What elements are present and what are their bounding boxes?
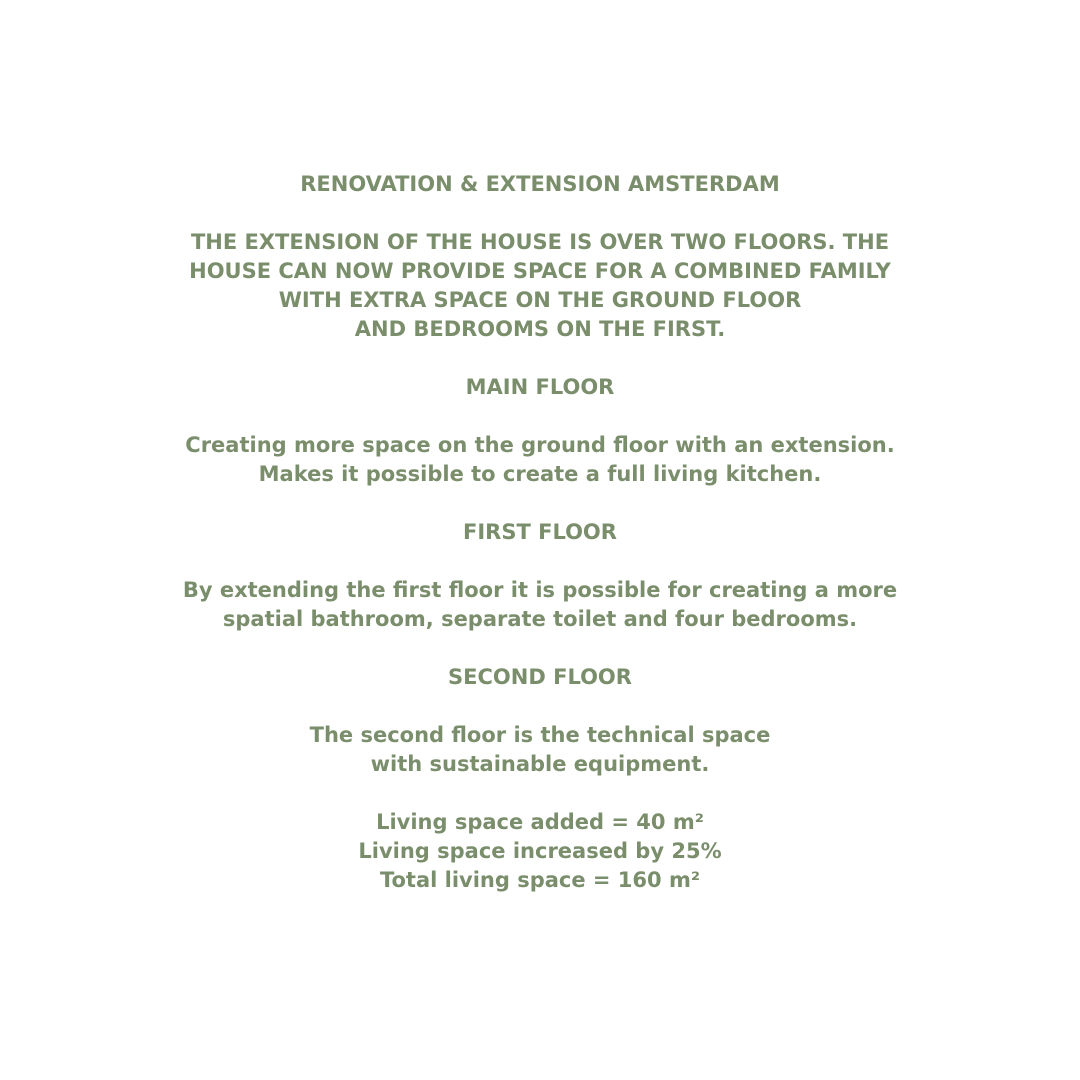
stat-line: Living space increased by 25% — [358, 839, 722, 863]
stat-line: Living space added = 40 m² — [376, 810, 704, 834]
intro-line: THE EXTENSION OF THE HOUSE IS OVER TWO FLOORS. THE — [190, 230, 890, 254]
section-line: The second floor is the technical space — [309, 723, 771, 747]
section-heading: FIRST FLOOR — [463, 520, 617, 544]
section-heading: SECOND FLOOR — [448, 665, 632, 689]
page-title: RENOVATION & EXTENSION AMSTERDAM — [300, 172, 780, 196]
section-body-first-floor — [0, 576, 1080, 634]
section-heading-first-floor — [0, 518, 1080, 547]
section-line: Makes it possible to create a full living kitchen. — [258, 462, 822, 486]
title-block — [0, 170, 1080, 199]
project-description — [0, 170, 1080, 924]
intro-line: HOUSE CAN NOW PROVIDE SPACE FOR A COMBINED FAMILY — [189, 259, 891, 283]
intro-paragraph — [0, 228, 1080, 344]
section-heading-second-floor — [0, 663, 1080, 692]
section-body-second-floor — [0, 721, 1080, 779]
stats-block — [0, 808, 1080, 895]
section-heading-main-floor — [0, 373, 1080, 402]
section-line: with sustainable equipment. — [370, 752, 710, 776]
intro-line: AND BEDROOMS ON THE FIRST. — [354, 317, 726, 341]
section-line: Creating more space on the ground floor with an extension. — [185, 433, 895, 457]
section-line: By extending the first floor it is possible for creating a more — [182, 578, 898, 602]
intro-line: WITH EXTRA SPACE ON THE GROUND FLOOR — [278, 288, 802, 312]
stat-line: Total living space = 160 m² — [379, 868, 701, 892]
section-heading: MAIN FLOOR — [465, 375, 615, 399]
section-body-main-floor — [0, 431, 1080, 489]
section-line: spatial bathroom, separate toilet and four bedrooms. — [222, 607, 858, 631]
